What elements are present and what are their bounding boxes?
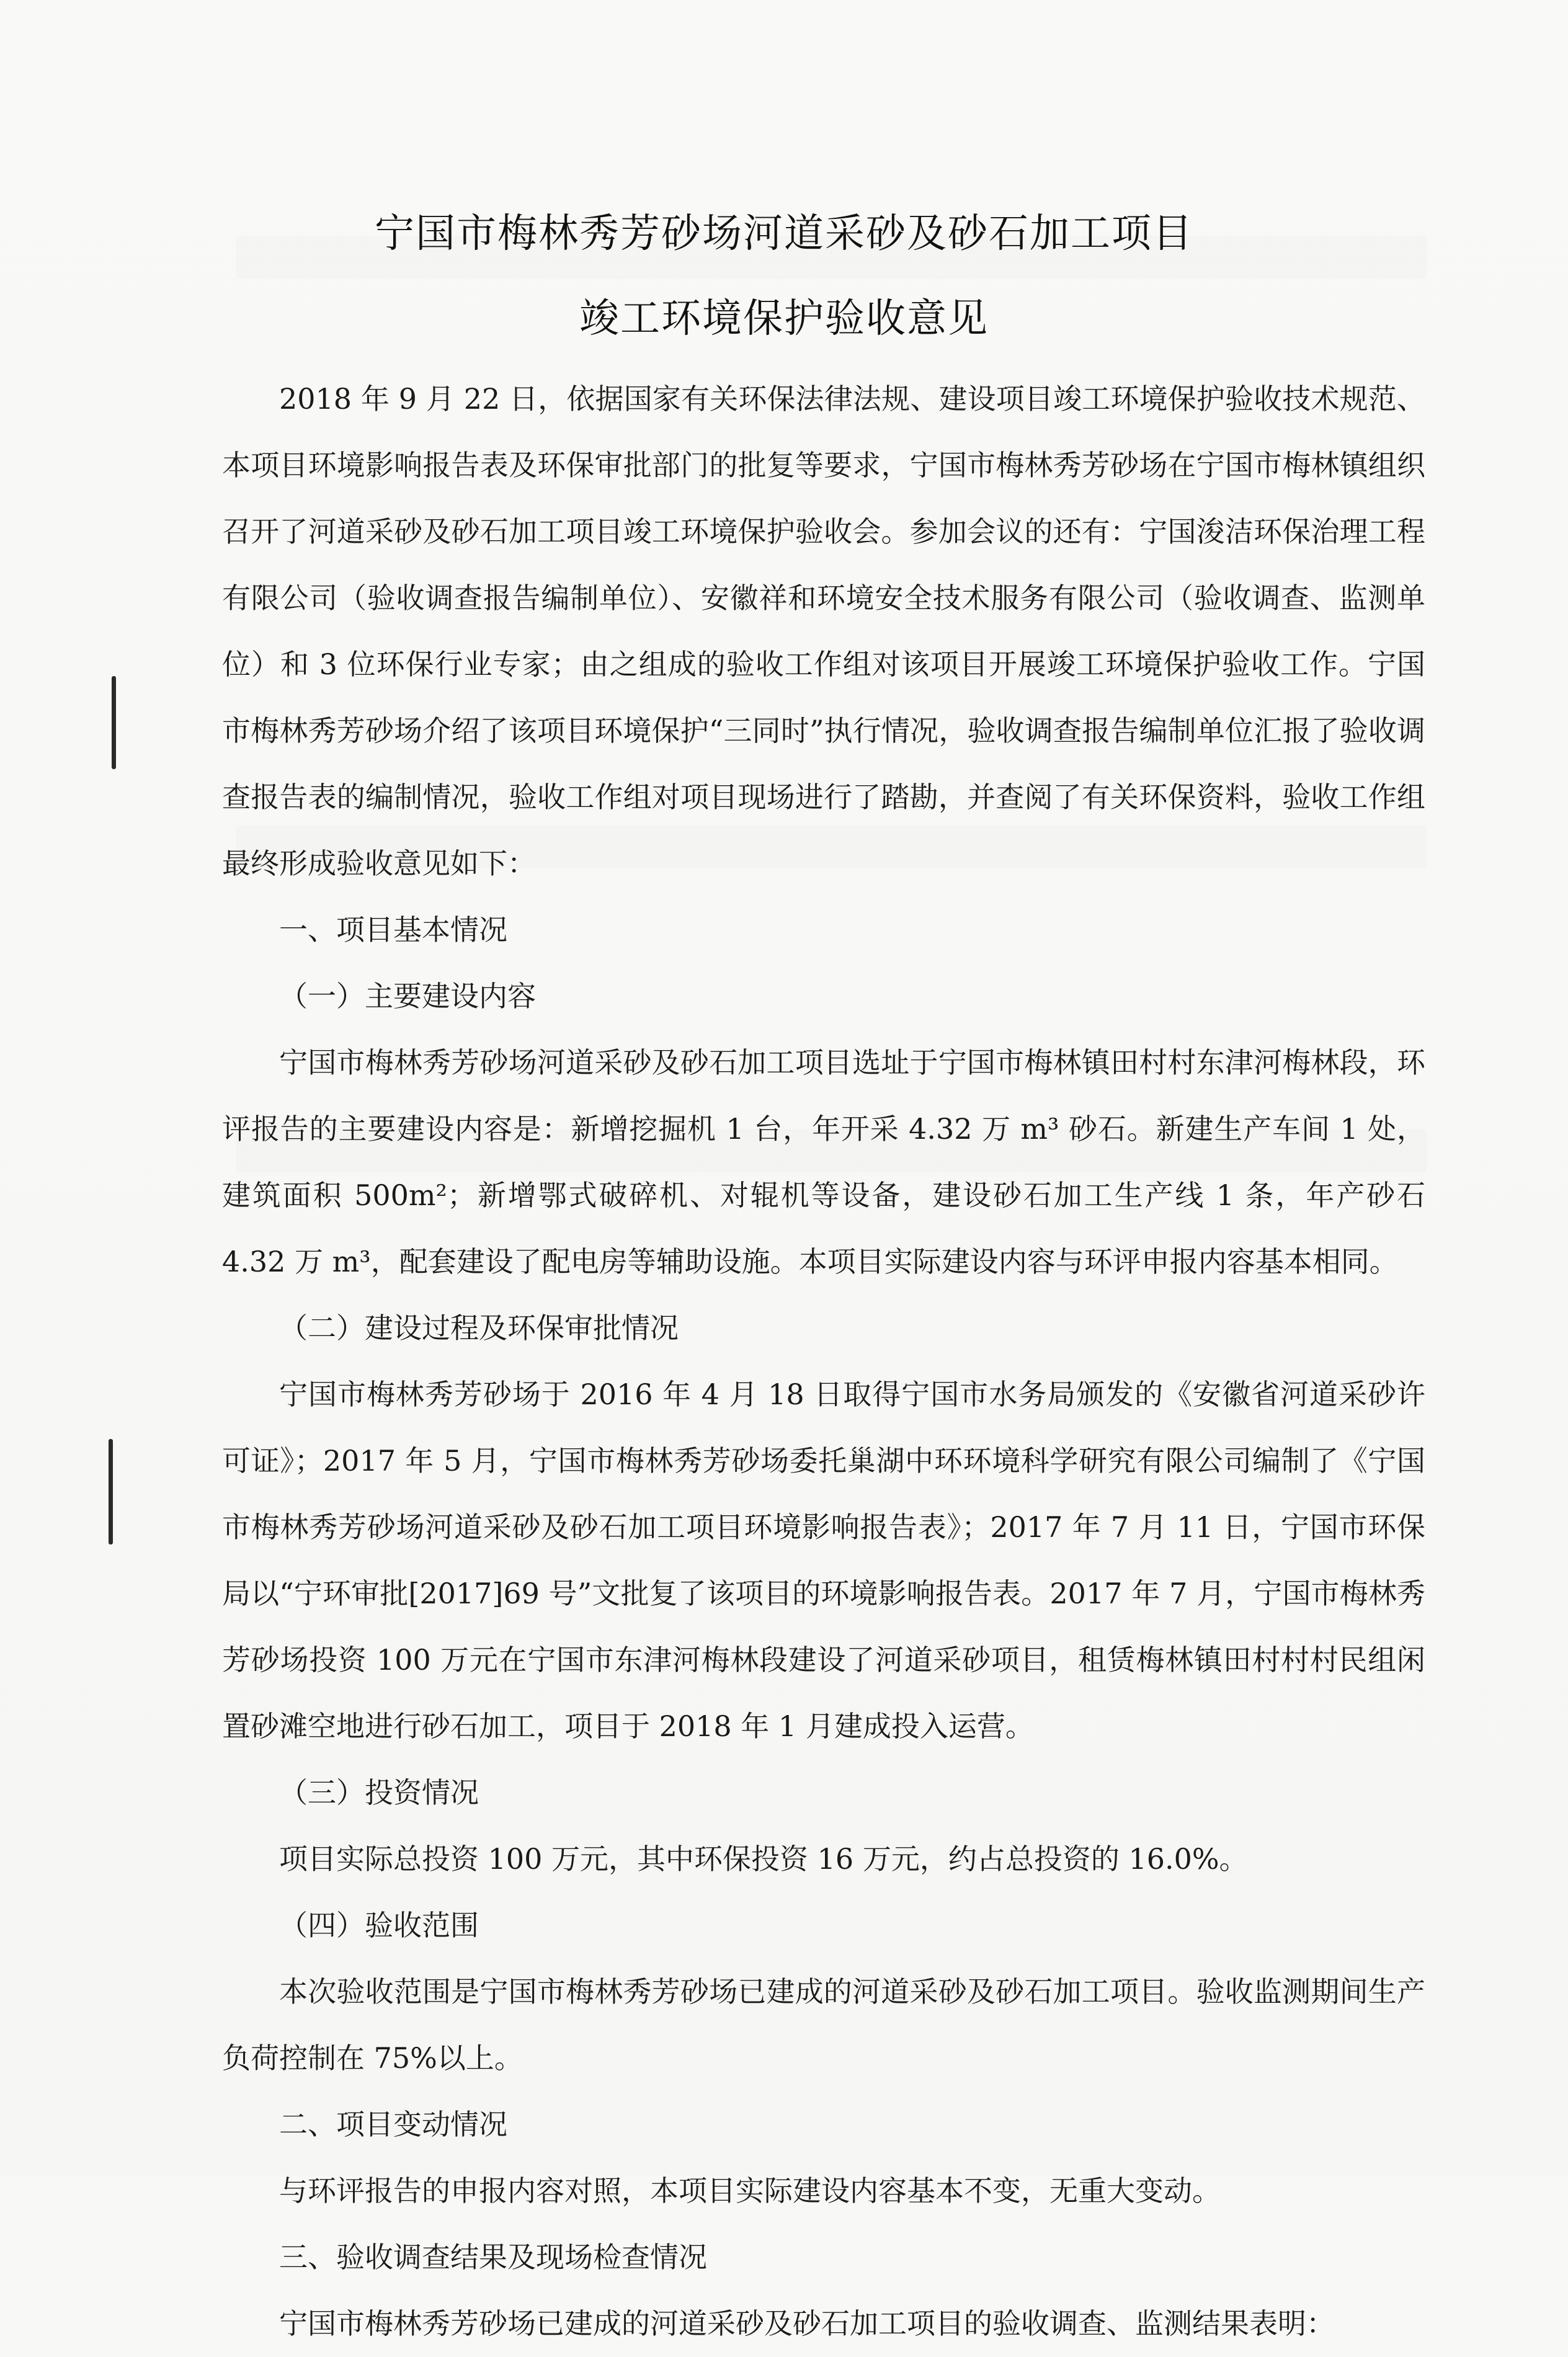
subsection-heading-1-4: （四）验收范围 [279, 1909, 479, 1942]
section-heading-2: 二、项目变动情况 [279, 2108, 507, 2141]
staple-mark [109, 1439, 113, 1544]
subsection-heading-1-1: （一）主要建设内容 [279, 979, 536, 1013]
paragraph-intro: 2018 年 9 月 22 日，依据国家有关环保法律法规、建设项目竣工环境保护验收技术规范、本项目环境影响报告表及环保审批部门的批复等要求，宁国市梅林秀芳砂场在宁国市梅林镇组织召开了河道采砂及砂石加工项目竣工环境保护验收会。参加会议的还有：宁国浚洁环保治理工程有限公司（验收调查报告编制单位）、安徽祥和环境安全技术服务有限公司（验收调查、监测单位）和 3 位环保行业专家；由之组成的验收工作组对该项目开展竣工环境保护验收工作。宁国市梅林秀芳砂场介绍了该项目环境保护“三同时”执行情况，验收调查报告编制单位汇报了验收调查报告表的编制情况，验收工作组对项目现场进行了踏勘，并查阅了有关环保资料，验收工作组最终形成验收意见如下： [222, 382, 1425, 880]
subsection-heading-1-3: （三）投资情况 [279, 1776, 479, 1809]
paragraph-changes: 与环评报告的申报内容对照，本项目实际建设内容基本不变，无重大变动。 [279, 2174, 1221, 2208]
paragraph-results: 宁国市梅林秀芳砂场已建成的河道采砂及砂石加工项目的验收调查、监测结果表明： [279, 2307, 1335, 2340]
section-heading-3: 三、验收调查结果及现场检查情况 [279, 2240, 707, 2274]
paragraph-investment: 项目实际总投资 100 万元，其中环保投资 16 万元，约占总投资的 16.0%。 [279, 1842, 1248, 1876]
section-heading-1: 一、项目基本情况 [279, 913, 507, 947]
document-body [222, 366, 1425, 2357]
paragraph-construction: 宁国市梅林秀芳砂场河道采砂及砂石加工项目选址于宁国市梅林镇田村村东津河梅林段，环评报告的主要建设内容是：新增挖掘机 1 台，年开采 4.32 万 m³ 砂石。新建生产车间 1 处，建筑面积 500m²；新增鄂式破碎机、对辊机等设备，建设砂石加工生产线 1 条，年产砂石 4.32 万 m³，配套建设了配电房等辅助设施。本项目实际建设内容与环评申报内容基本相同。 [222, 1046, 1425, 1278]
paragraph-scope: 本次验收范围是宁国市梅林秀芳砂场已建成的河道采砂及砂石加工项目。验收监测期间生产负荷控制在 75%以上。 [222, 1975, 1425, 2075]
document-title-line-2: 竣工环境保护验收意见 [579, 296, 989, 342]
subsection-heading-1-2: （二）建设过程及环保审批情况 [279, 1311, 679, 1345]
document-title-line-1: 宁国市梅林秀芳砂场河道采砂及砂石加工项目 [375, 211, 1193, 257]
paragraph-approval: 宁国市梅林秀芳砂场于 2016 年 4 月 18 日取得宁国市水务局颁发的《安徽省河道采砂许可证》；2017 年 5 月，宁国市梅林秀芳砂场委托巢湖中环环境科学研究有限公司编制了《宁国市梅林秀芳砂场河道采砂及砂石加工项目环境影响报告表》；2017 年 7 月 11 日，宁国市环保局以“宁环审批[2017]69 号”文批复了该项目的环境影响报告表。2017 年 7 月，宁国市梅林秀芳砂场投资 100 万元在宁国市东津河梅林段建设了河道采砂项目，租赁梅林镇田村村村民组闲置砂滩空地进行砂石加工，项目于 2018 年 1 月建成投入运营。 [222, 1378, 1425, 1743]
staple-mark [112, 676, 116, 769]
